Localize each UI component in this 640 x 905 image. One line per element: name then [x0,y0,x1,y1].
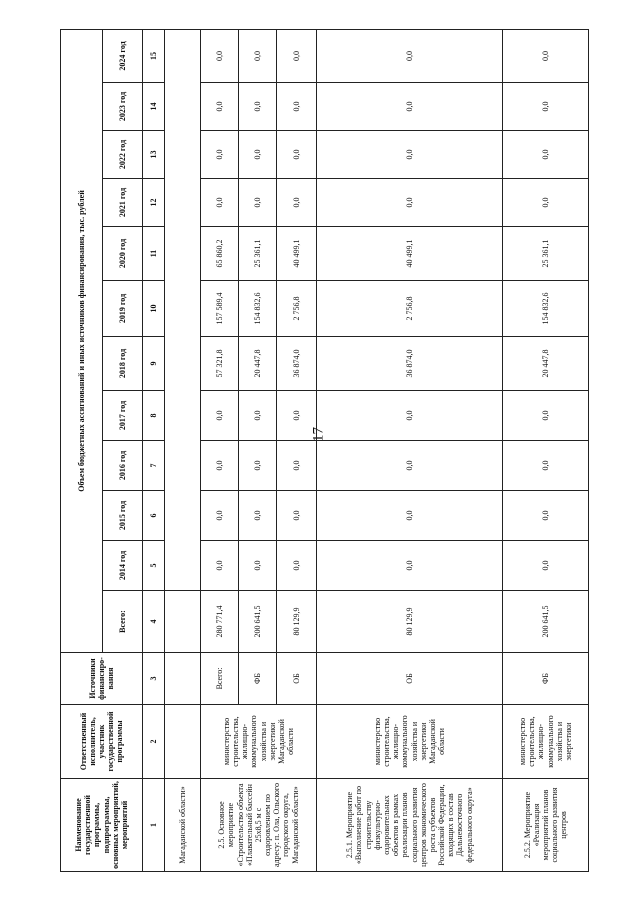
value-cell: 0,0 [503,541,589,591]
value-cell: 157 589,4 [201,281,239,337]
value-cell: 40 499,1 [317,227,503,281]
value-cell: 0,0 [503,131,589,179]
column-number: 13 [143,131,165,179]
value-cell: 0,0 [201,29,239,82]
value-cell: 154 832,6 [503,281,589,337]
value-cell: 154 832,6 [239,281,277,337]
header-year: 2023 год [103,83,143,131]
value-cell: 20 447,8 [503,337,589,391]
table-row [317,29,503,871]
header-year: 2017 год [103,391,143,441]
value-cell: 0,0 [277,441,317,491]
value-cell: 0,0 [239,541,277,591]
value-cell: 0,0 [317,179,503,227]
source-cell [165,653,201,705]
value-cell: 2 756,8 [317,281,503,337]
value-cell: 0,0 [503,441,589,491]
executor-cell: министерство строительства, жилищно-коммунального хозяйства и энергетики Магаданской области [317,705,503,779]
header-year: 2016 год [103,441,143,491]
source-cell: ФБ [239,653,277,705]
value-cell: 0,0 [239,391,277,441]
value-cell: 0,0 [201,441,239,491]
header-year: 2014 год [103,541,143,591]
value-cell: 0,0 [503,29,589,82]
value-cell: 0,0 [317,541,503,591]
header-year: 2020 год [103,227,143,281]
value-cell: 25 361,1 [239,227,277,281]
value-cell: 0,0 [239,441,277,491]
column-number: 7 [143,441,165,491]
value-cell: 65 860,2 [201,227,239,281]
value-cell: 0,0 [201,179,239,227]
value-cell: 0,0 [239,131,277,179]
column-number: 3 [143,653,165,705]
table-row [165,29,201,871]
value-cell: 0,0 [201,541,239,591]
total-cell: 80 129,9 [277,591,317,653]
value-cell: 0,0 [201,83,239,131]
header-name: Наименование государственной программы, подпрограммы, основных мероприятий, мероприятий [61,779,143,872]
value-cell: 0,0 [277,179,317,227]
program-name-cell: 2.5.2. Мероприятие «Реализация мероприятий планов социального развития центров [503,779,589,872]
header-executor: Ответственный исполнитель, участник государственной программы [61,705,143,779]
value-cell: 0,0 [503,83,589,131]
source-cell: ОБ [317,653,503,705]
value-cell: 0,0 [239,83,277,131]
value-cell: 36 874,0 [317,337,503,391]
source-cell: Всего: [201,653,239,705]
column-number: 10 [143,281,165,337]
source-cell: ОБ [277,653,317,705]
header-row-top [61,29,103,871]
executor-cell: министерство строительства, жилищно-коммунального хозяйства и энергетики [503,705,589,779]
value-cell: 0,0 [317,131,503,179]
value-cell: 0,0 [503,391,589,441]
empty-cell [165,29,201,590]
value-cell: 0,0 [317,29,503,82]
total-cell: 280 771,4 [201,591,239,653]
table-row [201,29,239,871]
value-cell: 0,0 [503,179,589,227]
column-number: 14 [143,83,165,131]
column-number: 6 [143,491,165,541]
value-cell: 36 874,0 [277,337,317,391]
column-number: 12 [143,179,165,227]
table-row [503,29,589,871]
header-year: 2022 год [103,131,143,179]
program-name-cell: 2.5.1. Мероприятие «Выполнение работ по строительству физкультурно-оздоровительных объектов в рамках реализации планов социального развития центров экономического роста субъектов Российской Федерации, входящих в состав Дальневосточного федерального округа» [317,779,503,872]
value-cell: 0,0 [201,131,239,179]
value-cell: 20 447,8 [239,337,277,391]
value-cell: 0,0 [201,391,239,441]
column-number: 11 [143,227,165,281]
column-number: 5 [143,541,165,591]
total-cell: 200 641,5 [239,591,277,653]
executor-cell [165,705,201,779]
header-year: 2021 год [103,179,143,227]
value-cell: 0,0 [239,179,277,227]
value-cell: 0,0 [317,83,503,131]
value-cell: 40 499,1 [277,227,317,281]
value-cell: 0,0 [277,391,317,441]
column-numbers-row [143,29,165,871]
rotated-page [60,30,588,872]
value-cell: 0,0 [277,29,317,82]
value-cell: 0,0 [317,491,503,541]
value-cell: 0,0 [277,83,317,131]
header-year: 2015 год [103,491,143,541]
value-cell: 0,0 [239,491,277,541]
value-cell: 57 321,8 [201,337,239,391]
value-cell: 0,0 [277,131,317,179]
column-number: 15 [143,29,165,82]
column-number: 4 [143,591,165,653]
page-number: 17 [310,427,327,442]
header-year: 2019 год [103,281,143,337]
financing-table [60,29,589,872]
column-number: 2 [143,705,165,779]
column-number: 1 [143,779,165,872]
column-number: 8 [143,391,165,441]
program-name-cell: 2.5. Основное мероприятие «Строительство объекта «Плавательный бассейн 25х8,5 м с оздоровлением по адресу: п. Ола, Ольского городского округа, Магаданской области» [201,779,317,872]
value-cell: 0,0 [277,491,317,541]
value-cell: 2 756,8 [277,281,317,337]
header-source: Источники финансиро-вания [61,653,143,705]
executor-cell: министерство строительства, жилищно-коммунального хозяйства и энергетики Магаданской области [201,705,317,779]
total-cell [165,591,201,653]
header-volume: Объем бюджетных ассигнований и иных источников финансирования, тыс. рублей [61,29,103,652]
source-cell: ФБ [503,653,589,705]
value-cell: 0,0 [317,391,503,441]
total-cell: 80 129,9 [317,591,503,653]
total-cell: 200 641,5 [503,591,589,653]
value-cell: 0,0 [277,541,317,591]
header-year: 2018 год [103,337,143,391]
header-year: 2024 год [103,29,143,82]
value-cell: 25 361,1 [503,227,589,281]
header-total: Всего: [103,591,143,653]
program-name-cell: Магаданской области» [165,779,201,872]
column-number: 9 [143,337,165,391]
value-cell: 0,0 [201,491,239,541]
value-cell: 0,0 [239,29,277,82]
value-cell: 0,0 [503,491,589,541]
value-cell: 0,0 [317,441,503,491]
